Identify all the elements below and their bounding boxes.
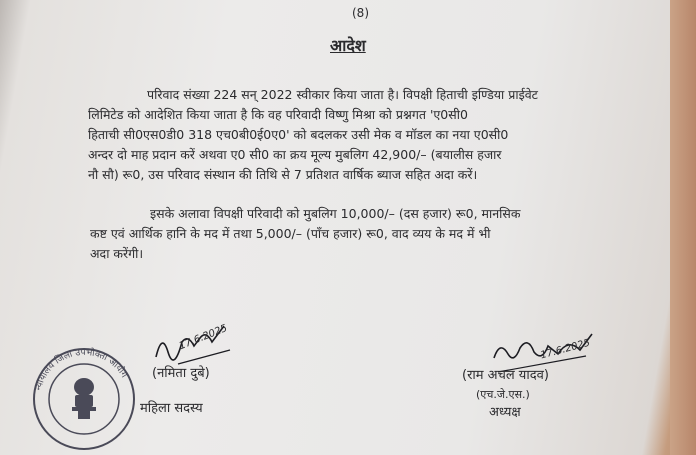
president-name: (राम अचल यादव)	[462, 368, 549, 383]
para1-line-4: अन्दर दो माह प्रदान करें अथवा ए0 सी0 का क्रय मूल्य मुबलिग 42,900/– (बयालीस हजार	[88, 147, 502, 162]
para1-line-1: परिवाद संख्या 224 सन् 2022 स्वीकार किया जाता है। विपक्षी हिताची इण्डिया प्राईवेट	[147, 87, 538, 102]
emblem-icon	[72, 378, 96, 419]
para1-line-3: हिताची सी0एस0डी0 318 एच0बी0ई0ए0' को बदलकर उसी मेक व मॉडल का नया ए0सी0	[88, 127, 509, 142]
para1-line-5: नौ सौ) रू0, उस परिवाद संस्थान की तिथि से 7 प्रतिशत वार्षिक ब्याज सहित अदा करें।	[88, 167, 478, 182]
para2-line-1: इसके अलावा विपक्षी परिवादी को मुबलिग 10,000/– (दस हजार) रू0, मानसिक	[150, 206, 521, 221]
member-role: महिला सदस्य	[140, 401, 203, 416]
court-seal	[28, 345, 140, 453]
page-number: (8)	[352, 6, 369, 20]
member-sign-date: 17.6.2025	[177, 322, 229, 353]
para2-line-3: अदा करेंगी।	[90, 246, 144, 261]
order-heading: आदेश	[330, 36, 366, 55]
member-name: (नमिता दुबे)	[152, 366, 210, 381]
svg-text:न्यायालय जिला उपभोक्ता आयोग: न्यायालय जिला उपभोक्ता आयोग	[33, 347, 129, 392]
page-edge-shadow	[670, 0, 696, 455]
president-sign-date: 17.6.2025	[539, 337, 592, 362]
president-role: अध्यक्ष	[489, 405, 521, 420]
para1-line-2: लिमिटेड को आदेशित किया जाता है कि वह परिवादी विष्णु मिश्रा को प्रश्नगत 'ए0सी0	[88, 107, 468, 122]
para2-line-2: कष्ट एवं आर्थिक हानि के मद में तथा 5,000/– (पाँच हजार) रू0, वाद व्यय के मद में भी	[90, 226, 491, 241]
president-qualification: (एच.जे.एस.)	[476, 388, 530, 401]
